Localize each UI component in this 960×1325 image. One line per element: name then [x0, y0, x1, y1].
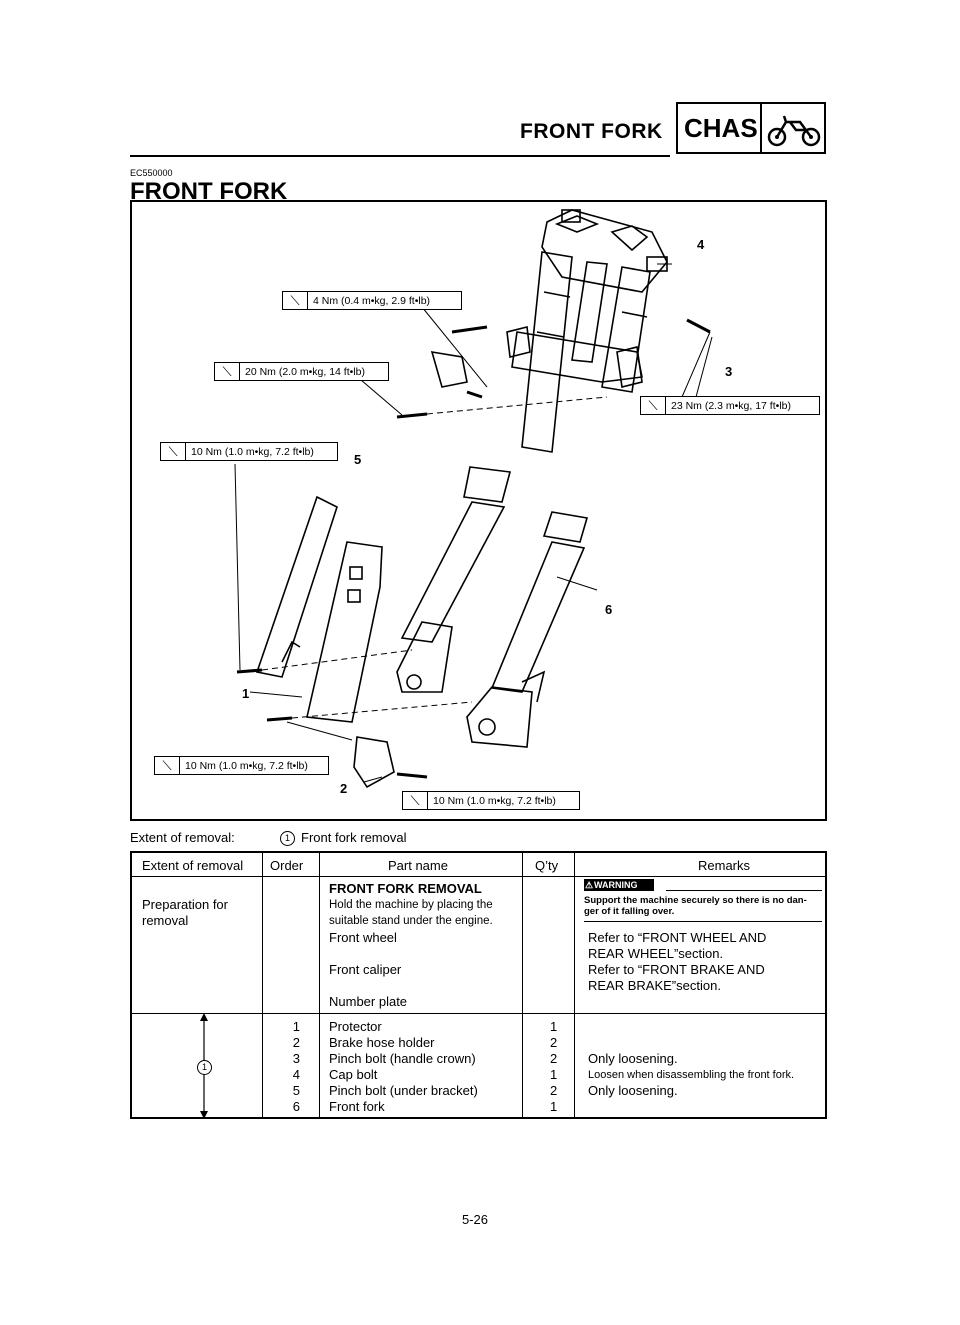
col-divider: [522, 853, 523, 1117]
warning-rule-top: [666, 890, 822, 891]
callout-5: 5: [354, 452, 362, 467]
remark-pinch-bolt-bracket: Only loosening.: [588, 1083, 678, 1098]
header-divider: [132, 876, 825, 877]
torque-wrench-icon: ⟍: [283, 292, 308, 309]
torque-label: ⟍ 10 Nm (1.0 m•kg, 7.2 ft•lb): [154, 756, 329, 775]
warning-icon: ⚠: [584, 880, 594, 890]
part-names: Protector Brake hose holder Pinch bolt (handle crown) Cap bolt Pinch bolt (under bracket) Front fork: [329, 1019, 478, 1114]
section-badge: [676, 102, 826, 154]
motorcycle-icon: [766, 110, 822, 148]
callout-2: 2: [340, 781, 348, 796]
callout-3: 3: [725, 364, 733, 379]
exploded-diagram: [130, 200, 827, 821]
prep-extent: Preparation for removal: [142, 897, 228, 928]
parts-table: [130, 851, 827, 1119]
col-divider: [319, 853, 320, 1117]
col-header-extent: Extent of removal: [142, 858, 244, 873]
prep-parts: Front wheel Front caliper Number plate: [329, 930, 408, 1009]
range-marker: 1: [197, 1060, 212, 1075]
torque-wrench-icon: ⟍: [403, 792, 428, 809]
torque-wrench-icon: ⟍: [215, 363, 240, 380]
col-header-part-name: Part name: [388, 858, 448, 873]
prep-remarks: Refer to “FRONT WHEEL AND REAR WHEEL”section. Refer to “FRONT BRAKE AND REAR BRAKE”section.: [588, 930, 767, 993]
warning-rule-bottom: [584, 921, 822, 922]
section-badge-label: CHAS: [684, 113, 758, 143]
torque-label: ⟍ 4 Nm (0.4 m•kg, 2.9 ft•lb): [282, 291, 462, 310]
col-header-order: Order: [270, 858, 304, 873]
section-title: FRONT FORK: [130, 178, 288, 205]
remark-pinch-bolt-crown: Only loosening.: [588, 1051, 678, 1066]
col-header-qty: Q’ty: [535, 858, 559, 873]
torque-label: ⟍ 23 Nm (2.3 m•kg, 17 ft•lb): [640, 396, 820, 415]
torque-wrench-icon: ⟍: [161, 443, 186, 460]
quantities: 1 2 2 1 2 1: [550, 1019, 558, 1114]
extent-label: Extent of removal:: [130, 830, 235, 845]
col-header-remarks: Remarks: [698, 858, 751, 873]
document-code: EC550000: [130, 168, 173, 178]
page-number: 5-26: [462, 1212, 489, 1227]
torque-label: ⟍ 10 Nm (1.0 m•kg, 7.2 ft•lb): [160, 442, 338, 461]
section-badge-divider: [760, 104, 762, 152]
col-divider: [574, 853, 575, 1117]
warning-text: Support the machine securely so there is no dan- ger of it falling over.: [584, 895, 807, 917]
callout-1: 1: [242, 686, 250, 701]
callout-6: 6: [605, 602, 613, 617]
row-divider: [132, 1013, 825, 1014]
extent-of-removal: [130, 830, 407, 845]
order-numbers: 1 2 3 4 5 6: [292, 1019, 300, 1114]
extent-description: 1 Front fork removal: [280, 830, 406, 846]
prep-note: Hold the machine by placing the suitable stand under the engine.: [329, 899, 493, 927]
col-divider: [262, 853, 263, 1117]
header-title: FRONT FORK: [520, 120, 663, 143]
torque-wrench-icon: ⟍: [155, 757, 180, 774]
remark-cap-bolt: Loosen when disassembling the front fork.: [588, 1069, 795, 1081]
header-rule: [130, 155, 670, 157]
torque-label: ⟍ 20 Nm (2.0 m•kg, 14 ft•lb): [214, 362, 389, 381]
front-fork-illustration: [132, 202, 825, 819]
torque-label: ⟍ 10 Nm (1.0 m•kg, 7.2 ft•lb): [402, 791, 580, 810]
extent-number: 1: [280, 831, 295, 846]
prep-heading: FRONT FORK REMOVAL: [329, 881, 482, 896]
torque-wrench-icon: ⟍: [641, 397, 666, 414]
callout-4: 4: [697, 237, 705, 252]
warning-badge: ⚠WARNING: [584, 879, 654, 891]
